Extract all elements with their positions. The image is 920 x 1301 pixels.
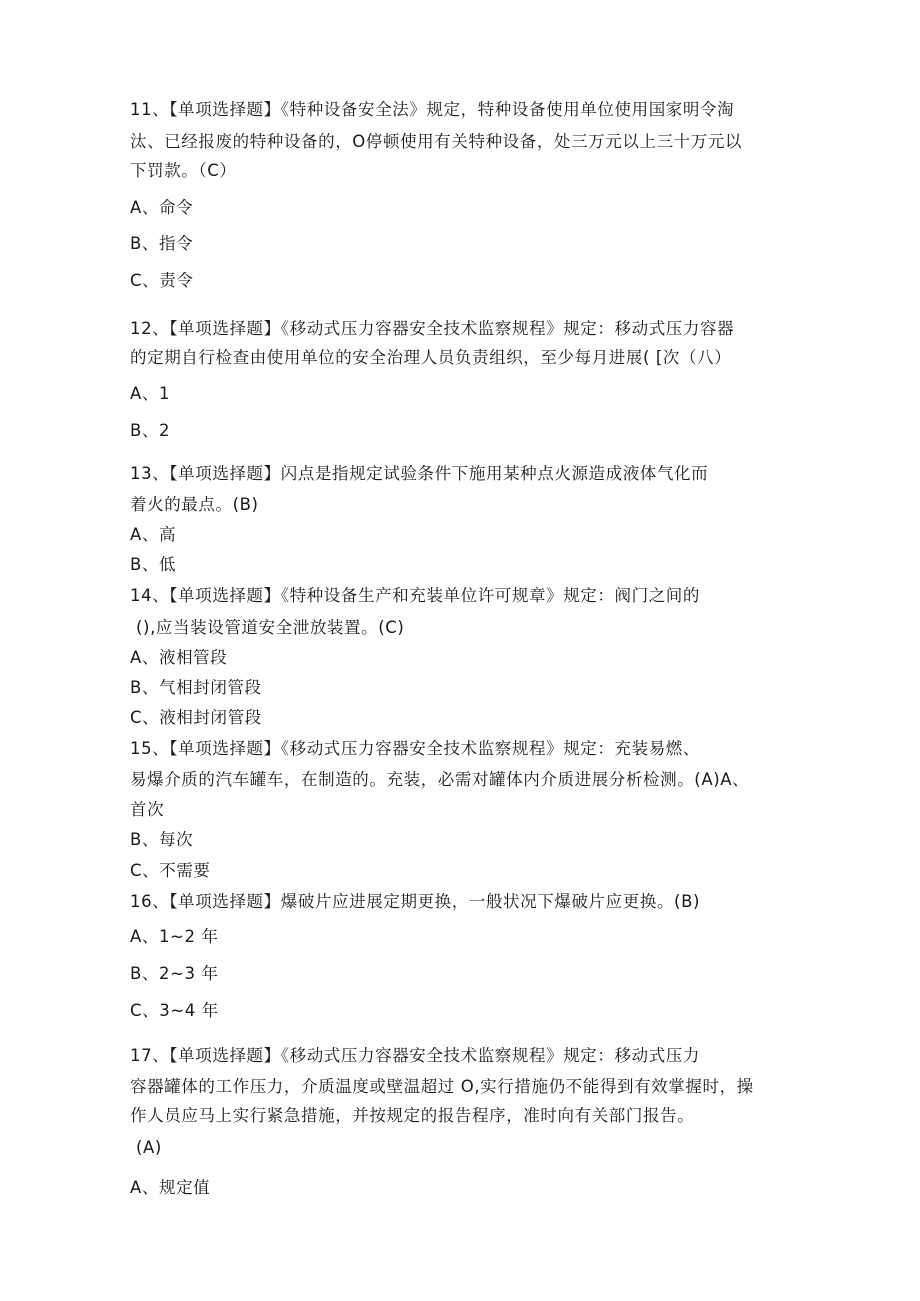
q11-line-1: 11、【单项选择题】《特种设备安全法》规定，特种设备使用单位使用国家明令淘 xyxy=(130,100,735,119)
q13-option-a: A、高 xyxy=(130,525,177,544)
q11-line-2: 汰、已经报废的特种设备的，O停顿使用有关特种设备，处三万元以上三十万元以 xyxy=(130,132,743,151)
q17-line-4: (A) xyxy=(136,1138,162,1157)
q14-option-a: A、液相管段 xyxy=(130,648,228,667)
q11-line-3: 下罚款。（C） xyxy=(130,161,237,180)
q16-option-a: A、1~2 年 xyxy=(130,927,219,946)
q14-option-c: C、液相封闭管段 xyxy=(130,708,262,727)
q15-option-b: B、每次 xyxy=(130,830,194,849)
q15-option-c: C、不需要 xyxy=(130,861,211,880)
q12-line-1: 12、【单项选择题】《移动式压力容器安全技术监察规程》规定：移动式压力容器 xyxy=(130,319,735,338)
q11-option-c: C、责令 xyxy=(130,271,194,290)
q16-option-c: C、3~4 年 xyxy=(130,1001,219,1020)
q15-line-2: 易爆介质的汽车罐车，在制造的。充装，必需对罐体内介质进展分析检测。(A)A、 xyxy=(130,770,750,789)
q17-line-2: 容器罐体的工作压力，介质温度或壁温超过 O,实行措施仍不能得到有效掌握时，操 xyxy=(130,1077,754,1096)
q17-line-3: 作人员应马上实行紧急措施，并按规定的报告程序，准时向有关部门报告。 xyxy=(130,1106,695,1125)
q17-option-a: A、规定值 xyxy=(130,1178,211,1197)
q12-option-a: A、1 xyxy=(130,384,171,403)
q15-line-1: 15、【单项选择题】《移动式压力容器安全技术监察规程》规定：充装易燃、 xyxy=(130,739,700,758)
q14-line-2: (),应当装设管道安全泄放装置。(C) xyxy=(136,618,405,637)
q16-line-1: 16、【单项选择题】爆破片应进展定期更换，一般状况下爆破片应更换。(B) xyxy=(130,892,701,911)
q11-option-a: A、命令 xyxy=(130,198,194,217)
q17-line-1: 17、【单项选择题】《移动式压力容器安全技术监察规程》规定：移动式压力 xyxy=(130,1046,700,1065)
q13-option-b: B、低 xyxy=(130,555,177,574)
q12-option-b: B、2 xyxy=(130,421,171,440)
q12-line-2: 的定期自行检查由使用单位的安全治理人员负责组织，至少每月进展( [次（八） xyxy=(130,348,732,367)
q16-option-b: B、2~3 年 xyxy=(130,964,219,983)
q13-line-1: 13、【单项选择题】闪点是指规定试验条件下施用某种点火源造成液体气化而 xyxy=(130,464,709,483)
q14-line-1: 14、【单项选择题】《特种设备生产和充装单位许可规章》规定：阀门之间的 xyxy=(130,586,700,605)
q13-line-2: 着火的最点。(B) xyxy=(130,495,259,514)
q15-line-3: 首次 xyxy=(130,800,165,819)
q11-option-b: B、指令 xyxy=(130,234,194,253)
q14-option-b: B、气相封闭管段 xyxy=(130,678,262,697)
